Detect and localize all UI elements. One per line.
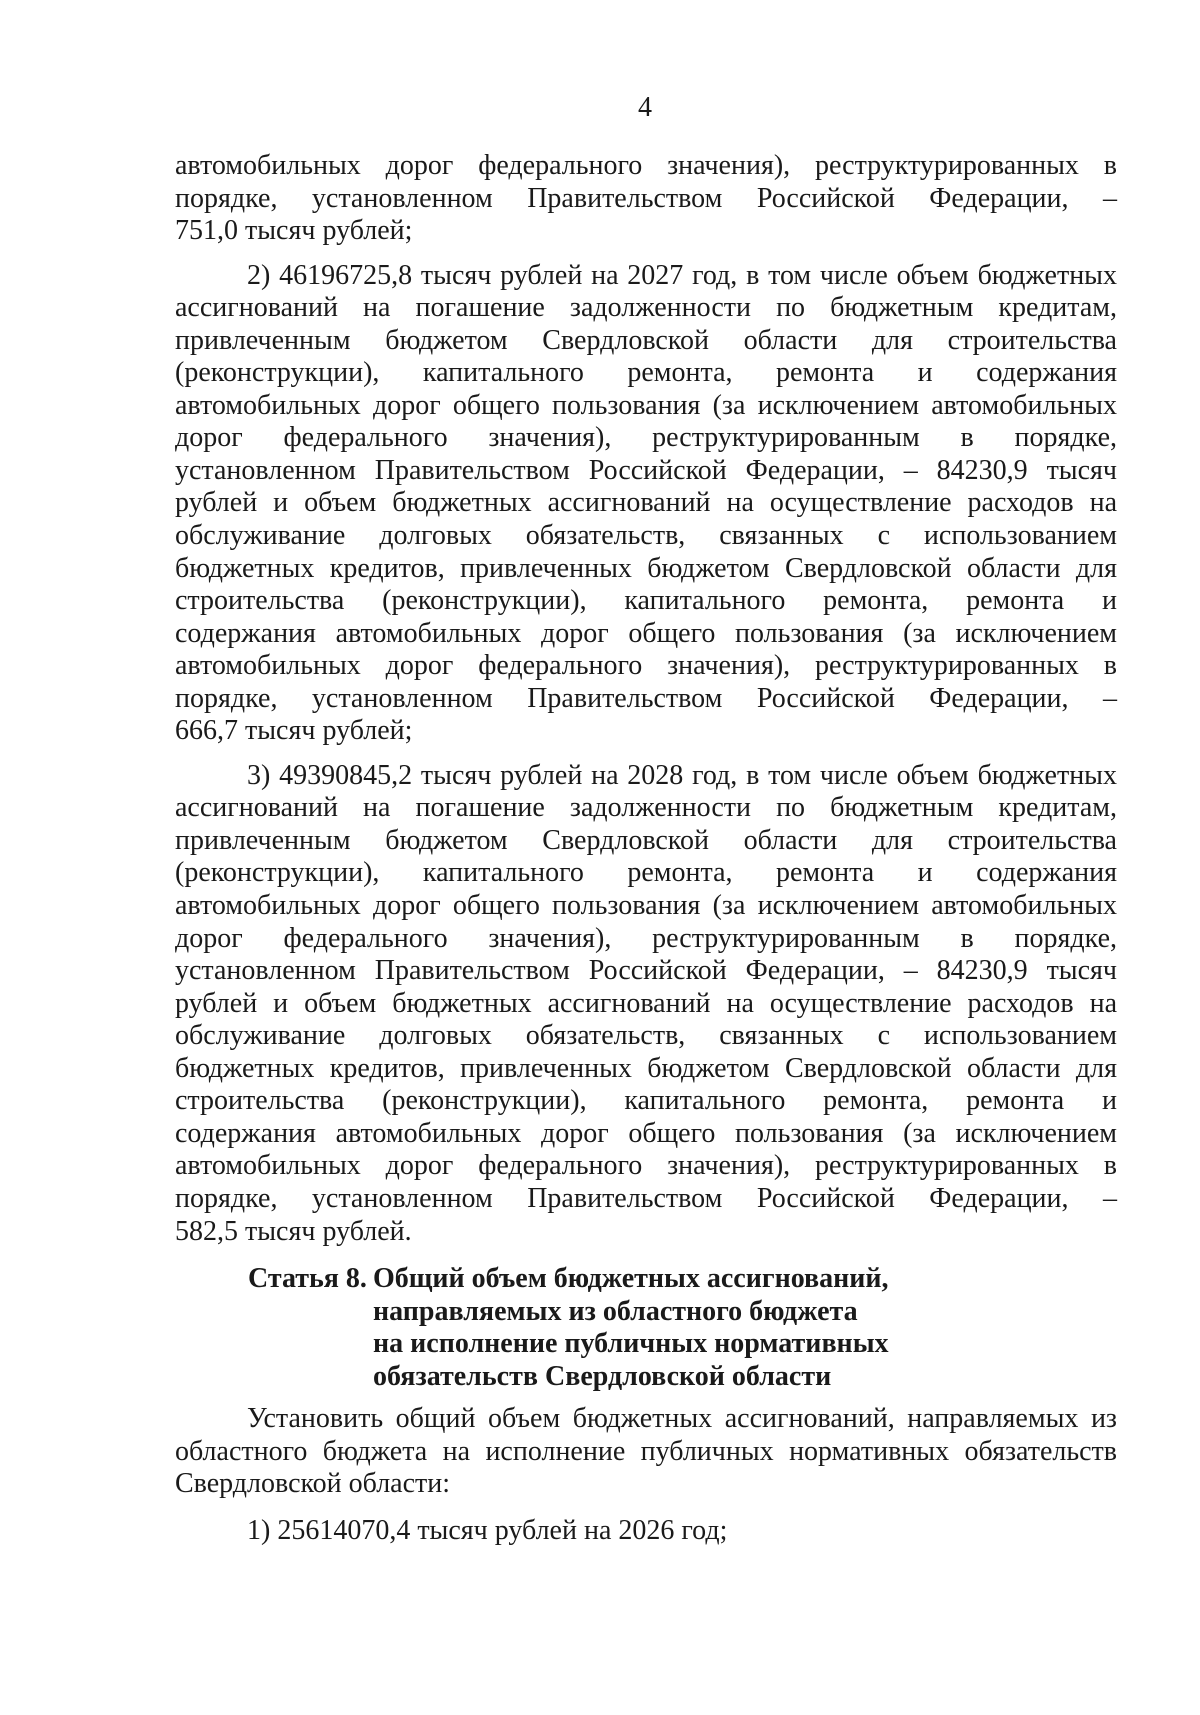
article-title-line: обязательств Свердловской области [373, 1360, 832, 1392]
text-line: обслуживание долговых обязательств, связанных с использованием [175, 520, 1117, 552]
body-text [175, 150, 1117, 1260]
article-intro-paragraph [175, 1403, 1117, 1501]
article-title-line: направляемых из областного бюджета [373, 1295, 858, 1327]
text-line: Свердловской области: [175, 1468, 451, 1499]
text-line: 2) 46196725,8 тысяч рублей на 2027 год, в том числе объем бюджетных [247, 259, 1117, 291]
text-line: рублей и объем бюджетных ассигнований на осуществление расходов на [175, 987, 1117, 1019]
article-item-1 [175, 1515, 1117, 1548]
article-heading [248, 1263, 948, 1393]
text-line: автомобильных дорог общего пользования (за исключением автомобильных [175, 890, 1117, 922]
text-line: установленном Правительством Российской Федерации, – 84230,9 тысяч [175, 955, 1117, 987]
text-line: дорог федерального значения), реструктурированным в порядке, [175, 922, 1117, 954]
paragraph-item-3 [175, 760, 1117, 1248]
text-line: 582,5 тысяч рублей. [175, 1215, 412, 1247]
article-label: Статья 8. [248, 1263, 367, 1294]
text-line: содержания автомобильных дорог общего пользования (за исключением [175, 1117, 1117, 1149]
text-line: областного бюджета на исполнение публичных нормативных обязательств [175, 1435, 1117, 1467]
text-line: 1) 25614070,4 тысяч рублей на 2026 год; [247, 1514, 728, 1546]
text-line: строительства (реконструкции), капитального ремонта, ремонта и [175, 1085, 1117, 1117]
text-line: строительства (реконструкции), капитального ремонта, ремонта и [175, 585, 1117, 617]
text-line: автомобильных дорог федерального значения), реструктурированных в [175, 150, 1117, 181]
text-line: автомобильных дорог общего пользования (за исключением автомобильных [175, 389, 1117, 421]
text-line: бюджетных кредитов, привлеченных бюджетом Свердловской области для [175, 1052, 1117, 1084]
text-line: (реконструкции), капитального ремонта, ремонта и содержания [175, 357, 1117, 389]
text-line: дорог федерального значения), реструктурированным в порядке, [175, 422, 1117, 454]
text-line: порядке, установленном Правительством Российской Федерации, – [175, 182, 1117, 214]
text-line: привлеченным бюджетом Свердловской области для строительства [175, 324, 1117, 356]
text-line: установленном Правительством Российской Федерации, – 84230,9 тысяч [175, 454, 1117, 486]
article-title [373, 1263, 933, 1393]
text-line: порядке, установленном Правительством Российской Федерации, – [175, 682, 1117, 714]
text-line: порядке, установленном Правительством Российской Федерации, – [175, 1182, 1117, 1214]
text-line: 3) 49390845,2 тысяч рублей на 2028 год, в том числе объем бюджетных [247, 759, 1117, 791]
article-title-line: на исполнение публичных нормативных [373, 1328, 889, 1359]
text-line: 751,0 тысяч рублей; [175, 215, 413, 247]
text-line: рублей и объем бюджетных ассигнований на осуществление расходов на [175, 487, 1117, 519]
text-line: обслуживание долговых обязательств, связанных с использованием [175, 1020, 1117, 1052]
text-line: автомобильных дорог федерального значения), реструктурированных в [175, 1150, 1117, 1182]
article-title-line: Общий объем бюджетных ассигнований, [373, 1263, 889, 1294]
text-line: привлеченным бюджетом Свердловской области для строительства [175, 824, 1117, 856]
text-line: Установить общий объем бюджетных ассигнований, направляемых из [247, 1403, 1117, 1434]
article-body [175, 1403, 1117, 1559]
text-line: бюджетных кредитов, привлеченных бюджетом Свердловской области для [175, 552, 1117, 584]
text-line: содержания автомобильных дорог общего пользования (за исключением [175, 617, 1117, 649]
text-line: ассигнований на погашение задолженности по бюджетным кредитам, [175, 792, 1117, 824]
text-line: автомобильных дорог федерального значения), реструктурированных в [175, 650, 1117, 682]
text-line: (реконструкции), капитального ремонта, ремонта и содержания [175, 857, 1117, 889]
paragraph-continuation [175, 150, 1117, 248]
page-number: 4 [638, 92, 652, 123]
text-line: ассигнований на погашение задолженности по бюджетным кредитам, [175, 292, 1117, 324]
text-line: 666,7 тысяч рублей; [175, 715, 413, 747]
paragraph-item-2 [175, 260, 1117, 748]
